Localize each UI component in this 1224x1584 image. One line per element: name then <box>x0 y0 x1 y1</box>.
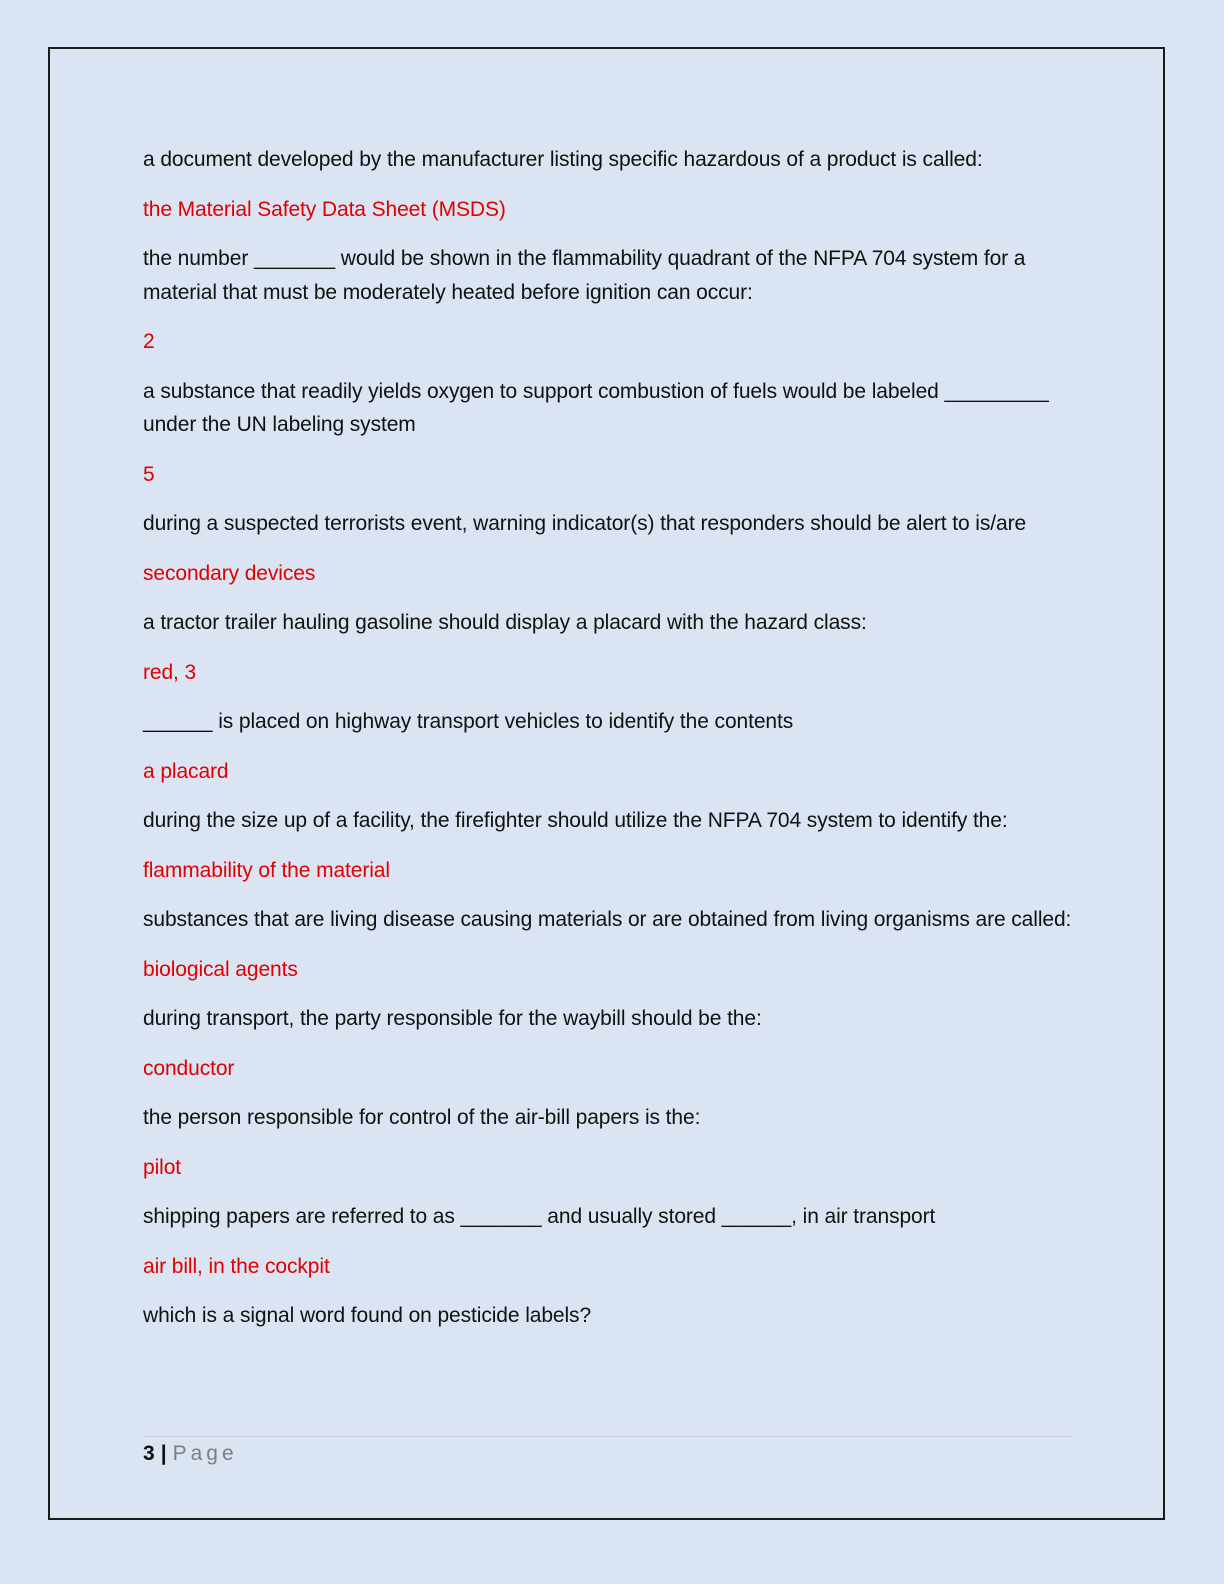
question-7: during the size up of a facility, the firefighter should utilize the NFPA 704 system to identify the: <box>143 809 1008 832</box>
answer-2: 2 <box>143 330 155 353</box>
answer-9: conductor <box>143 1056 235 1080</box>
page-number: 3 <box>143 1442 155 1465</box>
page-footer <box>143 1440 238 1468</box>
answer-3: 5 <box>143 462 155 486</box>
question-3: a substance that readily yields oxygen to support combustion of fuels would be labeled _________ under the UN labeling system <box>143 379 1049 436</box>
answer-8: biological agents <box>143 957 298 981</box>
answer-11: air bill, in the cockpit <box>143 1254 330 1278</box>
answer-7: flammability of the material <box>143 858 390 882</box>
question-9: during transport, the party responsible for the waybill should be the: <box>143 1007 762 1030</box>
document-body <box>143 143 1073 1349</box>
footer-divider <box>143 1436 1073 1437</box>
question-10: the person responsible for control of the air-bill papers is the: <box>143 1106 701 1129</box>
question-5: a tractor trailer hauling gasoline should display a placard with the hazard class: <box>143 611 867 634</box>
question-11: shipping papers are referred to as _______ and usually stored ______, in air transport <box>143 1205 936 1228</box>
question-1: a document developed by the manufacturer listing specific hazardous of a product is called: <box>143 148 983 171</box>
footer-separator: | <box>160 1442 167 1465</box>
answer-1: the Material Safety Data Sheet (MSDS) <box>143 197 506 221</box>
question-12: which is a signal word found on pesticide labels? <box>143 1304 592 1327</box>
question-4: during a suspected terrorists event, warning indicator(s) that responders should be alert to is/are <box>143 512 1027 535</box>
answer-6: a placard <box>143 759 229 783</box>
answer-10: pilot <box>143 1155 182 1179</box>
question-2: the number _______ would be shown in the flammability quadrant of the NFPA 704 system for a material that must be moderately heated before ignition can occur: <box>143 247 1026 304</box>
answer-5: red, 3 <box>143 660 197 684</box>
question-6: ______ is placed on highway transport vehicles to identify the contents <box>143 710 794 733</box>
page-label: Page <box>172 1442 238 1465</box>
question-8: substances that are living disease causing materials or are obtained from living organisms are called: <box>143 908 1072 931</box>
answer-4: secondary devices <box>143 561 316 585</box>
